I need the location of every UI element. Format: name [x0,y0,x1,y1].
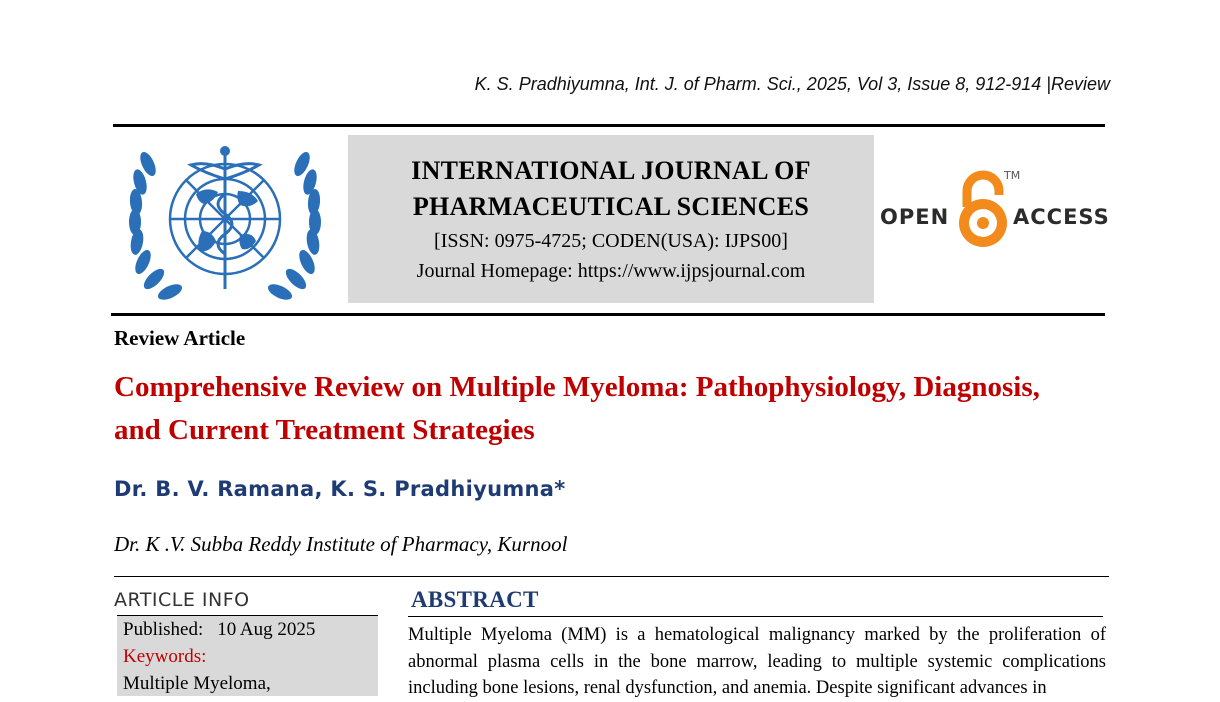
abstract-rule [408,616,1103,617]
homepage-line: Journal Homepage: https://www.ijpsjournal.com [416,260,806,282]
article-title: Comprehensive Review on Multiple Myeloma: Pathophysiology, Diagnosis, and Current Treatment Strategies [114,371,1040,446]
header-rule-bottom [111,313,1105,316]
open-access-open-text: OPEN [880,205,950,229]
published-row [117,616,378,643]
article-type: Review Article [114,326,246,350]
abstract-heading: ABSTRACT [411,587,539,612]
open-access-access-text: ACCESS [1013,205,1110,229]
journal-title-line2: PHARMACEUTICAL SCIENCES [412,192,810,221]
article-authors: Dr. B. V. Ramana, K. S. Pradhiyumna* [114,477,566,501]
header-rule-top [113,124,1105,127]
section-divider [114,576,1109,577]
journal-masthead [348,135,874,303]
journal-emblem-logo [126,139,324,305]
article-info-heading: ARTICLE INFO [114,589,250,611]
published-date: 10 Aug 2025 [217,619,316,640]
author-affiliation: Dr. K .V. Subba Reddy Institute of Pharmacy, Kurnool [114,532,568,556]
abstract-text: Multiple Myeloma (MM) is a hematological malignancy marked by the proliferation of abnormal plasma cells in the bone marrow, leading to multiple systemic complications including bone lesions, renal dysfunction, and anemia. Despite significant advances in [408,625,1106,698]
keywords-label: Keywords: [123,646,207,667]
keyword-item: Multiple Myeloma, [123,673,271,694]
article-info-box [117,615,378,696]
issn-line: [ISSN: 0975-4725; CODEN(USA): IJPS00] [434,230,788,252]
journal-title-line1: INTERNATIONAL JOURNAL OF [411,156,811,185]
trademark-text: TM [1004,169,1021,182]
open-access-logo [880,165,1110,255]
published-label: Published: [123,619,204,640]
running-header: K. S. Pradhiyumna, Int. J. of Pharm. Sci., 2025, Vol 3, Issue 8, 912-914 |Review [474,74,1110,94]
